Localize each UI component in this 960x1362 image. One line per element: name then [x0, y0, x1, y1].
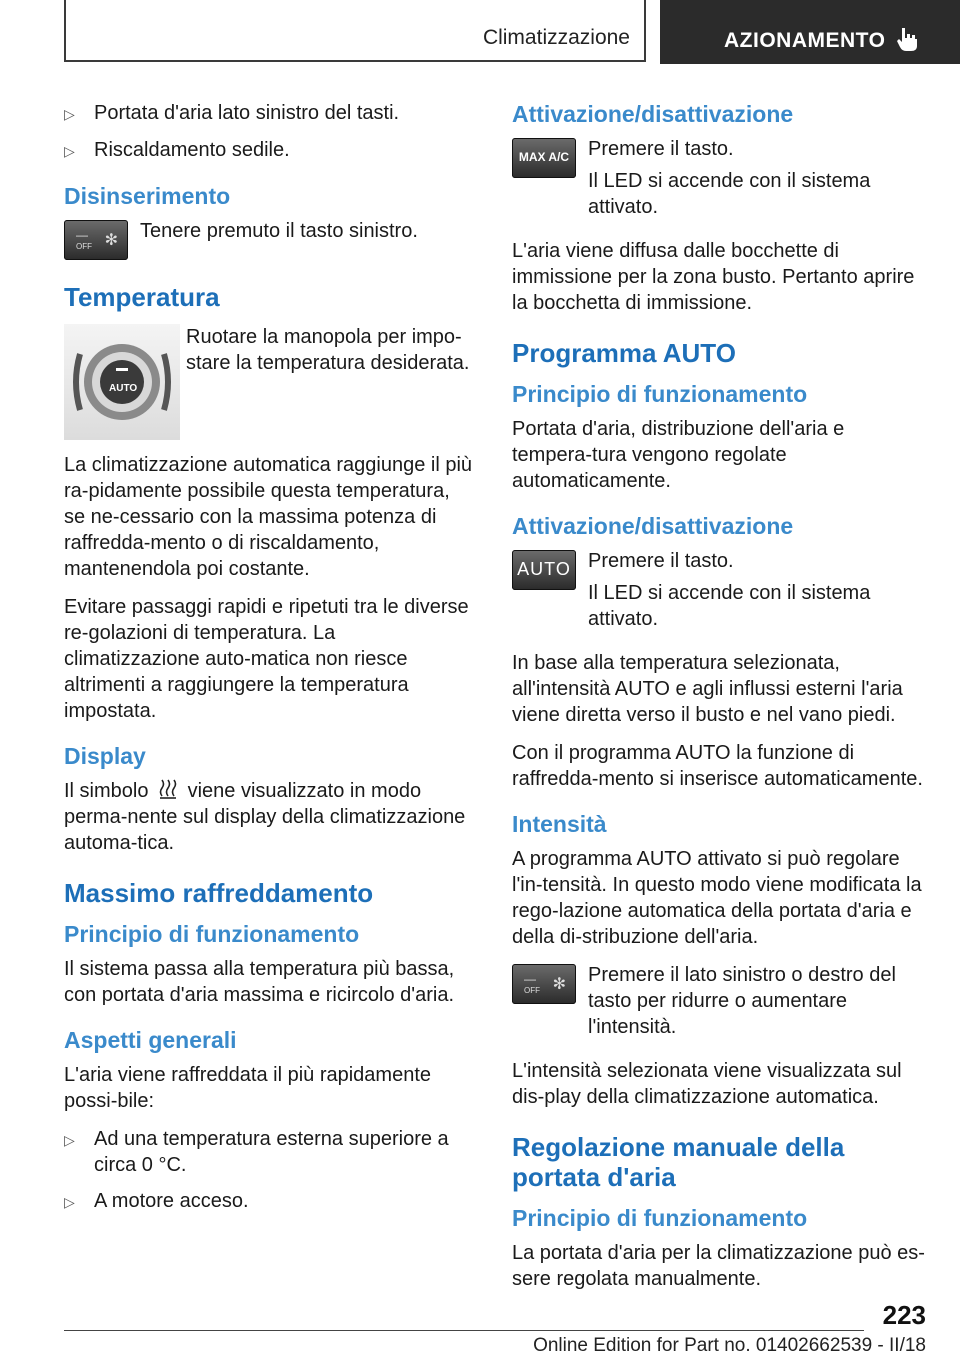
page-number: 223	[882, 1300, 926, 1330]
edition-note: Online Edition for Part no. 01402662539 - II/18	[533, 1335, 926, 1356]
maxac-button-image	[512, 138, 576, 178]
maxac-label: MAX A/C	[518, 150, 570, 164]
list-item-text: Riscaldamento sedile.	[94, 139, 290, 161]
aspetti-text: L'aria viene raffreddata il più rapidamente possi-bile:	[64, 1064, 432, 1112]
attivazione-paragraph: L'aria viene diffusa dalle bocchette di immissione per la zona busto. Pertanto aprire la bocchetta di immissione.	[512, 240, 915, 314]
display-text-end: viene visualizzato in modo perma-nente sul display della climatizzazione automa-tica.	[64, 780, 466, 854]
principio-heading-right: Principio di funzionamento	[512, 381, 808, 407]
temperatura-text: Ruotare la manopola per impo-stare la temperatura desiderata.	[186, 326, 470, 374]
triangle-bullet-icon: ▷	[64, 1132, 75, 1148]
knob-icon	[64, 324, 180, 440]
triangle-bullet-icon: ▷	[64, 143, 75, 159]
intensita-block	[512, 962, 928, 1046]
list-item-text: Ad una temperatura esterna superiore a circa 0 °C.	[94, 1128, 449, 1176]
minus-icon: —	[76, 228, 88, 242]
list-item	[64, 100, 476, 127]
disinserimento-heading: Disinserimento	[64, 183, 231, 209]
triangle-bullet-icon: ▷	[64, 106, 75, 122]
intensita-button-text: Premere il lato sinistro o destro del tasto per ridurre o aumentare l'intensità.	[588, 964, 896, 1038]
page-header	[0, 0, 960, 66]
off-label: OFF	[76, 242, 92, 251]
heat-waves-icon	[158, 778, 178, 800]
disinserimento-text: Tenere premuto il tasto sinistro.	[140, 220, 418, 242]
principio-text: Il sistema passa alla temperatura più bassa, con portata d'aria massima e ricircolo d'aria.	[64, 958, 455, 1006]
list-item-text: A motore acceso.	[94, 1190, 249, 1212]
intensita-heading: Intensità	[512, 811, 607, 837]
fan-icon: ✻	[104, 232, 118, 249]
massimo-heading: Massimo raffreddamento	[64, 878, 374, 908]
auto-block	[512, 548, 928, 638]
minus-icon: —	[524, 972, 536, 986]
principio-heading-2: Principio di funzionamento	[512, 1205, 808, 1231]
fan-icon: ✻	[552, 976, 566, 993]
temperatura-paragraph-1: La climatizzazione automatica raggiunge il più ra-pidamente possibile questa temperatura, se ne-cessario con la massima potenza di raffredda-mento o di riscaldamento, mantenendola poi costante.	[64, 454, 473, 580]
principio-text-2: La portata d'aria per la climatizzazione può es-sere regolata manualmente.	[512, 1242, 925, 1290]
off-label: OFF	[524, 986, 540, 995]
list-item	[64, 137, 476, 164]
temperatura-paragraph-2: Evitare passaggi rapidi e ripetuti tra le diverse re-golazioni di temperatura. La climatizzazione auto-matica non riesce altrimenti a raggiungere la temperatura impostata.	[64, 596, 469, 722]
section-tab	[64, 0, 646, 62]
off-fan-button-image	[64, 220, 128, 260]
maxac-block	[512, 136, 928, 226]
attivazione-2-line-1: Premere il tasto.	[588, 550, 734, 572]
attivazione-heading-1: Attivazione/disattivazione	[512, 101, 794, 127]
list-item	[64, 1126, 476, 1178]
auto-button-image	[512, 550, 576, 590]
temperature-knob-image	[64, 324, 180, 440]
footer-divider	[64, 1330, 864, 1331]
list-item-text: Portata d'aria lato sinistro del tasti.	[94, 102, 400, 124]
triangle-bullet-icon: ▷	[64, 1194, 75, 1210]
chapter-title: AZIONAMENTO	[724, 29, 886, 52]
programma-auto-heading: Programma AUTO	[512, 338, 736, 368]
attivazione-2-line-2: Il LED si accende con il sistema attivato.	[588, 582, 871, 630]
attivazione-line-1: Premere il tasto.	[588, 138, 734, 160]
display-heading: Display	[64, 743, 146, 769]
principio-heading: Principio di funzionamento	[64, 921, 360, 947]
section-title: Climatizzazione	[482, 26, 630, 49]
list-item	[64, 1188, 476, 1215]
auto-paragraph-2: Con il programma AUTO la funzione di raffredda-mento si inserisce automaticamente.	[512, 742, 923, 790]
display-text-start: Il simbolo	[64, 780, 149, 802]
off-fan-button-image	[512, 964, 576, 1004]
principio-text-right: Portata d'aria, distribuzione dell'aria e tempera-tura vengono regolate automaticamente.	[512, 418, 845, 492]
temperatura-heading: Temperatura	[64, 282, 220, 312]
knob-label: AUTO	[109, 383, 138, 394]
intensita-paragraph: L'intensità selezionata viene visualizzata sul dis-play della climatizzazione automatica.	[512, 1060, 902, 1108]
disinserimento-block	[64, 218, 476, 260]
regolazione-manuale-heading: Regolazione manuale della portata d'aria	[512, 1132, 845, 1192]
right-column	[512, 100, 928, 1304]
display-paragraph	[64, 778, 476, 856]
auto-label: AUTO	[517, 559, 571, 579]
auto-paragraph-1: In base alla temperatura selezionata, all'intensità AUTO e agli influssi esterni l'aria viene diretta verso il busto e nel vano piedi.	[512, 652, 903, 726]
left-column	[64, 100, 476, 1225]
attivazione-heading-2: Attivazione/disattivazione	[512, 513, 794, 539]
chapter-tab	[660, 0, 960, 64]
temperatura-block	[64, 324, 476, 440]
attivazione-line-2: Il LED si accende con il sistema attivato.	[588, 170, 871, 218]
intensita-text: A programma AUTO attivato si può regolare l'in-tensità. In questo modo viene modificata la rego-lazione automatica della portata d'aria e della di-stribuzione dell'aria.	[512, 848, 922, 948]
hand-pointer-icon	[896, 26, 920, 52]
aspetti-heading: Aspetti generali	[64, 1027, 237, 1053]
